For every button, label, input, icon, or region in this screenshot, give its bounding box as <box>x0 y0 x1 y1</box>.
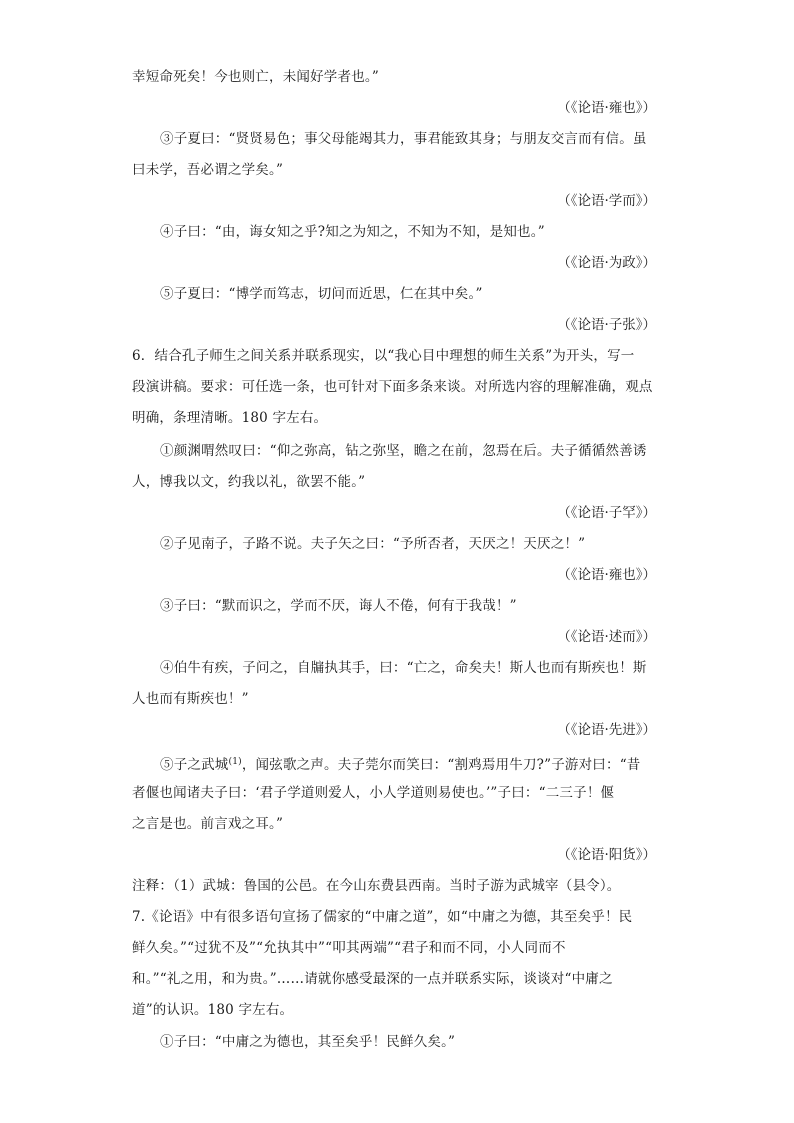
text-line: ②子见南子，子路不说。夫子矢之曰：“予所否者，天厌之！天厌之！” <box>160 536 586 552</box>
text-line: ③子夏曰：“贤贤易色；事父母能竭其力，事君能致其身；与朋友交言而有信。虽 <box>160 131 647 147</box>
text-line: ③子曰：“默而识之，学而不厌，诲人不倦，何有于我哉！” <box>160 598 517 614</box>
text-line: 人也而有斯疾也！” <box>132 691 249 707</box>
text-line <box>0 752 794 775</box>
question-7-line: 7.《论语》中有很多语句宣扬了儒家的“中庸之道”，如“中庸之为德，其至矣乎！民 <box>132 909 633 925</box>
text-line: 曰未学，吾必谓之学矣。” <box>132 162 284 178</box>
text-line: 人，博我以文，约我以礼，欲罢不能。” <box>132 474 366 490</box>
question-6-line: 明确，条理清晰。180 字左右。 <box>132 410 328 426</box>
footnote: 注释：（1）武城：鲁国的公邑。在今山东费县西南。当时子游为武城宰（县令）。 <box>132 878 621 894</box>
text-segment: ⑤子之武城 <box>160 757 229 773</box>
text-line: ①颜渊喟然叹曰：“仰之弥高，钻之弥坚，瞻之在前，忽焉在后。夫子循循然善诱 <box>160 443 647 459</box>
source-citation: （《论语·雍也》） <box>557 567 656 583</box>
source-citation: （《论语·子罕》） <box>557 505 656 521</box>
text-line: ①子曰：“中庸之为德也，其至矣乎！民鲜久矣。” <box>160 1034 456 1050</box>
source-citation: （《论语·学而》） <box>557 193 656 209</box>
source-citation: （《论语·述而》） <box>557 629 656 645</box>
footnote-marker: (1) <box>228 757 242 767</box>
source-citation: （《论语·子张》） <box>557 317 656 333</box>
text-line: 者偃也闻诸夫子曰：‘君子学道则爱人，小人学道则易使也。’”子曰：“二三子！偃 <box>132 785 615 801</box>
source-citation: （《论语·先进》） <box>557 722 656 738</box>
text-line: 之言是也。前言戏之耳。” <box>132 816 284 832</box>
question-7-line: 道”的认识。180 字左右。 <box>132 1002 294 1018</box>
text-line: ⑤子夏曰：“博学而笃志，切问而近思，仁在其中矣。” <box>160 286 483 302</box>
text-segment: ，闻弦歌之声。夫子莞尔而笑曰：“割鸡焉用牛刀?”子游对曰：“昔 <box>241 757 641 773</box>
source-citation: （《论语·雍也》） <box>557 100 656 116</box>
source-citation: （《论语·阳货》） <box>557 847 656 863</box>
question-7-line: 鲜久矣。”“过犹不及”“允执其中”“叩其两端”“君子和而不同，小人同而不 <box>132 940 566 956</box>
text-line: ④子曰：“由，诲女知之乎?知之为知之，不知为不知，是知也。” <box>160 224 545 240</box>
question-6-line: 段演讲稿。要求：可任选一条，也可针对下面多条来谈。对所选内容的理解准确，观点 <box>132 379 653 395</box>
question-6-line: 6．结合孔子师生之间关系并联系现实，以“我心目中理想的师生关系”为开头，写一 <box>132 348 635 364</box>
source-citation: （《论语·为政》） <box>557 255 656 271</box>
text-line: ④伯牛有疾，子问之，自牖执其手，曰：“亡之，命矣夫！斯人也而有斯疾也！斯 <box>160 660 647 676</box>
text-line: 幸短命死矣！今也则亡，未闻好学者也。” <box>132 69 379 85</box>
question-7-line: 和。”“礼之用，和为贵。”……请就你感受最深的一点并联系实际，谈谈对“中庸之 <box>132 971 613 987</box>
